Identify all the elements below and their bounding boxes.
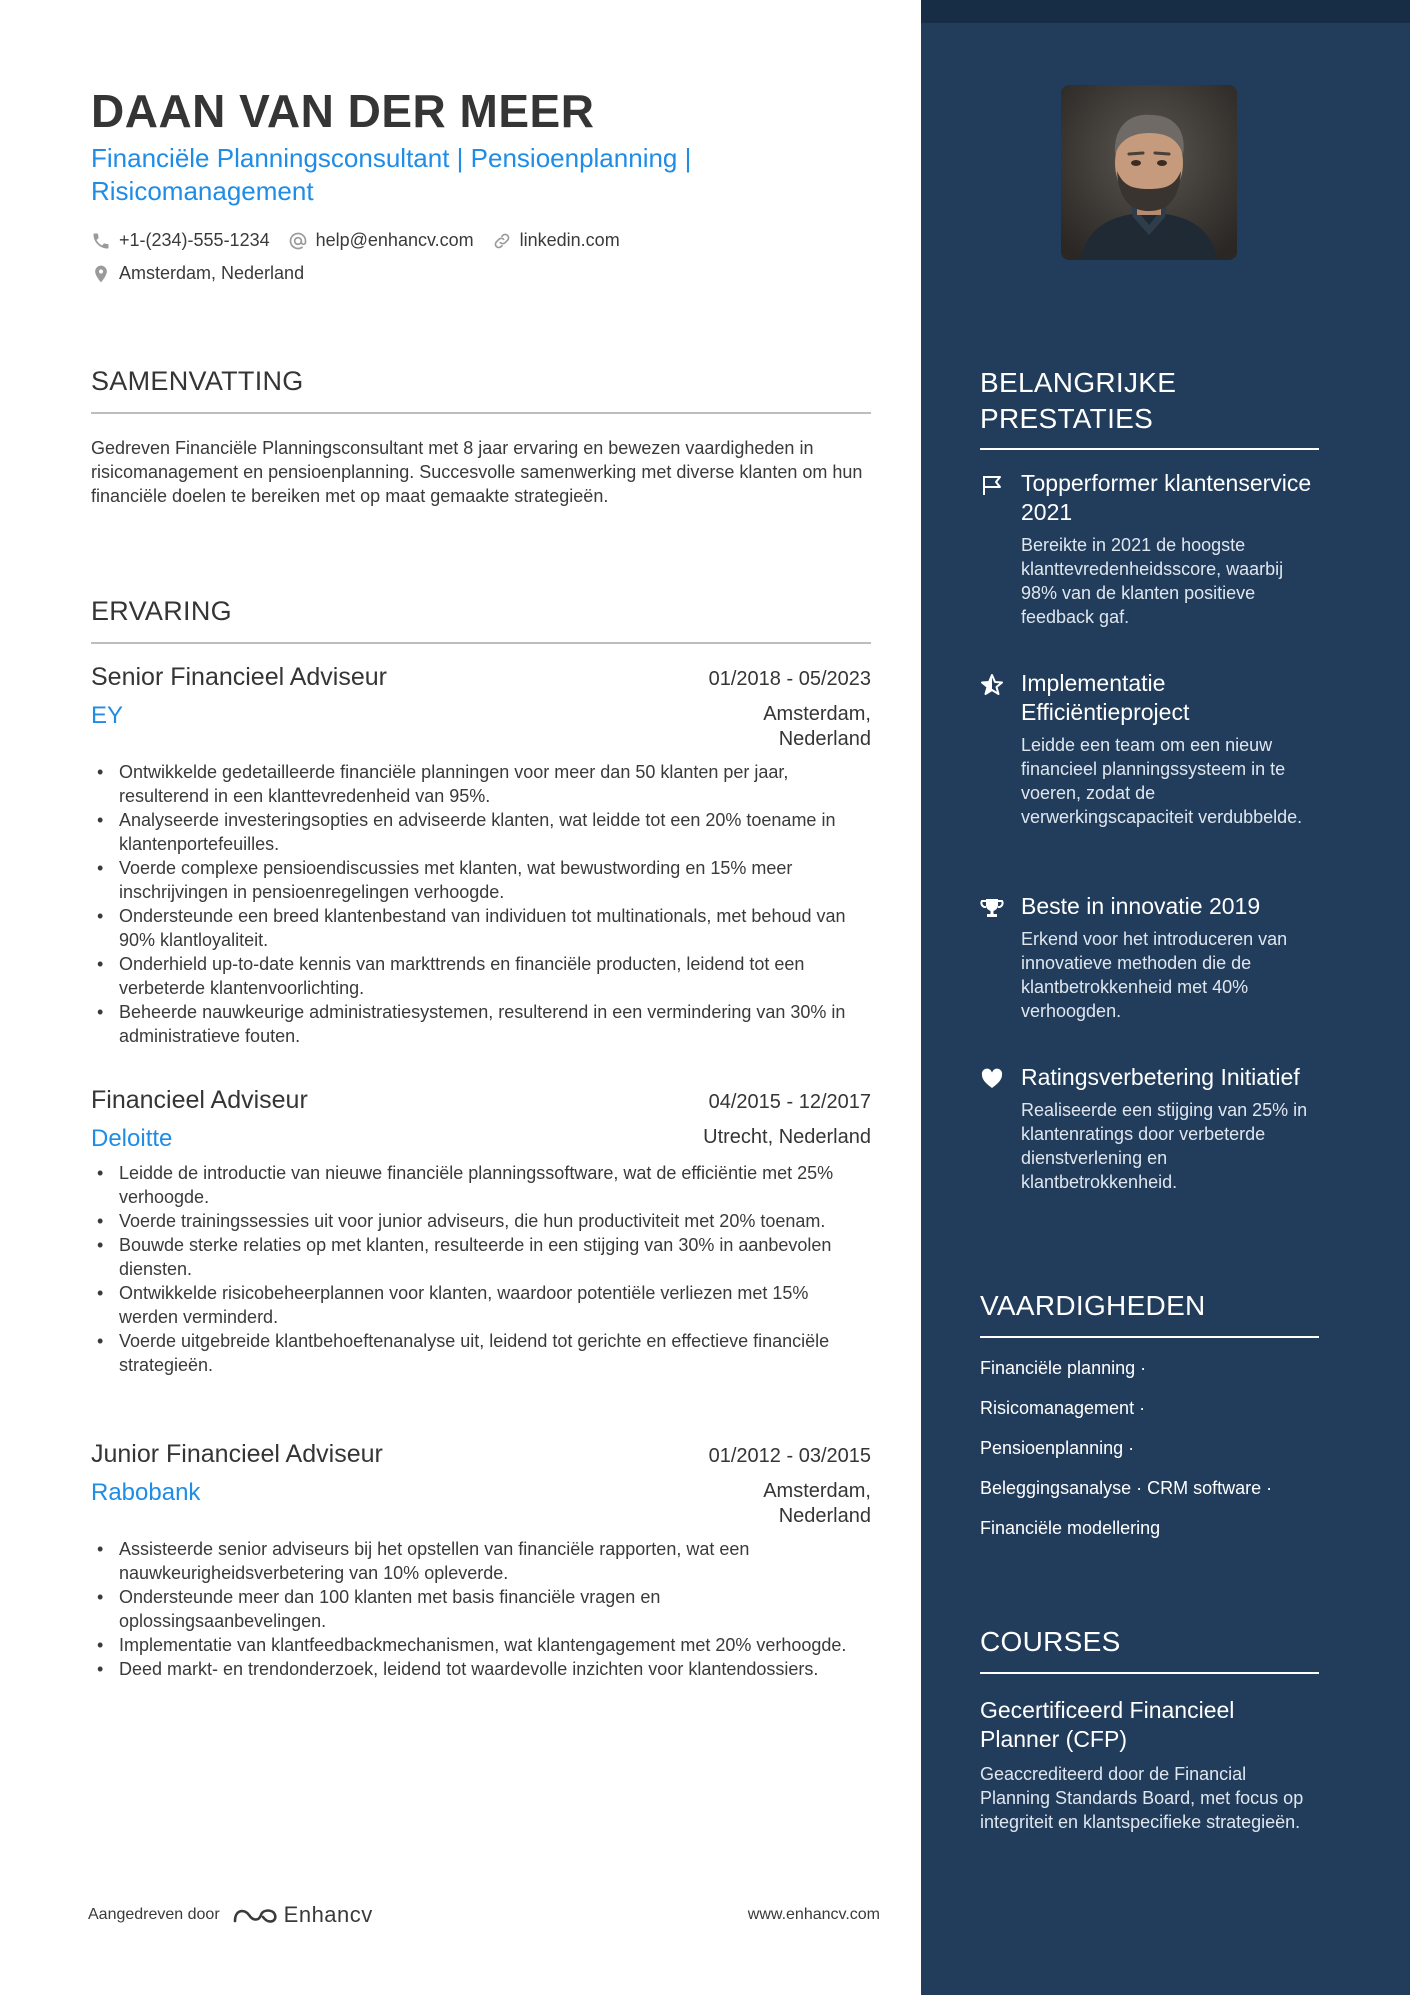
job-bullet: • Beheerde nauwkeurige administratiesystemen, resulterend in een vermindering van 30% in administratieve fouten. (91, 1000, 871, 1048)
job-location-line2: Nederland (778, 1505, 871, 1527)
job-bullets (91, 760, 871, 1048)
job-bullet: • Ontwikkelde risicobeheerplannen voor klanten, waardoor potentiële verliezen met 15% werden verminderd. (91, 1281, 871, 1329)
enhancv-logo-icon (232, 1903, 278, 1927)
courses-divider (980, 1672, 1319, 1674)
achievement-item (980, 892, 1320, 1023)
job-location: Utrecht, Nederland (703, 1126, 871, 1148)
job-role: Senior Financieel Adviseur (91, 663, 387, 691)
job-bullet: • Assisteerde senior adviseurs bij het opstellen van financiële rapporten, wat een nauwkeurigheidsverbetering van 10% opleverde. (91, 1537, 871, 1585)
job-role: Junior Financieel Adviseur (91, 1440, 383, 1468)
skill-line: Pensioenplanning · (980, 1438, 1135, 1458)
achievements-heading: BELANGRIJKE PRESTATIES (980, 367, 1177, 434)
trophy-icon (980, 896, 1004, 920)
achievements-divider (980, 448, 1319, 450)
sidebar-top-bar (921, 0, 1410, 23)
footer-site-link[interactable]: www.enhancv.com (747, 1906, 880, 1923)
contact-location (91, 263, 304, 284)
linkedin-text: linkedin.com (519, 230, 620, 250)
phone-icon (91, 231, 111, 251)
avatar (1061, 85, 1237, 260)
skills-divider (980, 1336, 1319, 1338)
job-bullet: • Voerde complexe pensioendiscussies met klanten, wat bewustwording en 15% meer inschrijvingen in pensioenregelingen verhoogde. (91, 856, 871, 904)
skill-line: Beleggingsanalyse · CRM software · (980, 1478, 1273, 1498)
job-dates: 04/2015 - 12/2017 (708, 1091, 871, 1113)
course-item (980, 1696, 1320, 1834)
star-icon (980, 673, 1004, 697)
job-bullet: • Leidde de introductie van nieuwe financiële planningssoftware, wat de efficiëntie met 25% verhoogde. (91, 1161, 871, 1209)
skill-line: Financiële planning · (980, 1358, 1147, 1378)
job-company: Deloitte (91, 1125, 173, 1152)
achievement-desc: Realiseerde een stijging van 25% in klantenratings door verbeterde dienstverlening en klantbetrokkenheid. (1021, 1100, 1308, 1192)
summary-text: Gedreven Financiële Planningsconsultant met 8 jaar ervaring en bewezen vaardigheden in risicomanagement en pensioenplanning. Succesvolle samenwerking met diverse klanten om hun financiële doelen te bereiken met op maat gemaakte strategieën. (91, 438, 863, 506)
job-location (763, 702, 871, 752)
location-text: Amsterdam, Nederland (119, 263, 305, 283)
summary-divider (91, 412, 871, 414)
achievement-item (980, 669, 1320, 829)
job-dates: 01/2012 - 03/2015 (708, 1445, 871, 1467)
sidebar (921, 0, 1410, 1995)
job-location (763, 1479, 871, 1529)
skills-heading: VAARDIGHEDEN (980, 1290, 1206, 1321)
job-bullets (91, 1161, 871, 1377)
email-text: help@enhancv.com (315, 230, 474, 250)
job-location-line2: Nederland (778, 728, 871, 750)
job-bullet: • Implementatie van klantfeedbackmechanismen, wat klantengagement met 20% verhoogde. (91, 1633, 871, 1657)
course-title: Gecertificeerd Financieel Planner (CFP) (980, 1697, 1235, 1752)
achievement-title: Ratingsverbetering Initiatief (1021, 1064, 1300, 1090)
job-entry (91, 1086, 871, 1377)
location-pin-icon (91, 264, 111, 284)
job-bullet: • Bouwde sterke relaties op met klanten, resulteerde in een stijging van 30% in aanbevolen diensten. (91, 1233, 871, 1281)
skill-line: Financiële modellering (980, 1518, 1161, 1538)
job-entry (91, 1440, 871, 1681)
contact-row (91, 230, 638, 251)
contact-phone[interactable] (91, 230, 270, 251)
job-company: Rabobank (91, 1479, 201, 1506)
job-bullet: • Voerde trainingssessies uit voor junior adviseurs, die hun productiviteit met 20% toenam. (91, 1209, 871, 1233)
candidate-name: DAAN VAN DER MEER (91, 85, 595, 137)
job-entry (91, 663, 871, 1048)
achievement-desc: Leidde een team om een nieuw financieel planningssysteem in te voeren, zodat de verwerkingscapaciteit verdubbelde. (1021, 735, 1303, 827)
footer (88, 1902, 880, 1928)
job-bullets (91, 1537, 871, 1681)
achievement-title: Topperformer klantenservice 2021 (1021, 470, 1312, 525)
phone-text: +1-(234)-555-1234 (119, 230, 270, 250)
job-role: Financieel Adviseur (91, 1086, 308, 1114)
experience-divider (91, 642, 871, 644)
job-bullet: • Ontwikkelde gedetailleerde financiële planningen voor meer dan 50 klanten per jaar, resulterend in een klanttevredenheid van 95%. (91, 760, 871, 808)
job-dates: 01/2018 - 05/2023 (708, 668, 871, 690)
heart-icon (980, 1067, 1004, 1091)
achievement-desc: Bereikte in 2021 de hoogste klanttevredenheidsscore, waarbij 98% van de klanten positieve feedback gaf. (1021, 535, 1284, 627)
contact-linkedin[interactable] (492, 230, 620, 251)
experience-heading: ERVARING (91, 596, 232, 626)
achievement-item (980, 469, 1320, 629)
powered-by-text: Aangedreven door (88, 1906, 220, 1923)
contact-email[interactable] (288, 230, 474, 251)
summary-heading: SAMENVATTING (91, 366, 304, 396)
link-icon (492, 231, 512, 251)
job-location-line1: Amsterdam, (763, 1480, 871, 1502)
job-bullet: • Onderhield up-to-date kennis van markttrends en financiële producten, leidend tot een verbeterde klantenvoorlichting. (91, 952, 871, 1000)
job-bullet: • Analyseerde investeringsopties en adviseerde klanten, wat leidde tot een 20% toename in klantenportefeuilles. (91, 808, 871, 856)
job-bullet: • Ondersteunde een breed klantenbestand van individuen tot multinationals, met behoud van 90% klantloyaliteit. (91, 904, 871, 952)
profile-photo (1061, 85, 1237, 260)
achievement-desc: Erkend voor het introduceren van innovatieve methoden die de klantbetrokkenheid met 40% verhoogden. (1021, 929, 1288, 1021)
job-bullet: • Voerde uitgebreide klantbehoeftenanalyse uit, leidend tot gerichte en effectieve financiële strategieën. (91, 1329, 871, 1377)
achievement-title: Implementatie Efficiëntieproject (1021, 670, 1190, 725)
at-icon (288, 231, 308, 251)
job-bullet: • Ondersteunde meer dan 100 klanten met basis financiële vragen en oplossingsaanbevelingen. (91, 1585, 871, 1633)
flag-icon (980, 473, 1004, 497)
job-bullet: • Deed markt- en trendonderzoek, leidend tot waardevolle inzichten voor klantendossiers. (91, 1657, 871, 1681)
brand-name: Enhancv (283, 1902, 373, 1927)
skills-list (980, 1356, 1325, 1556)
powered-by[interactable] (88, 1902, 373, 1928)
candidate-title: Financiële Planningsconsultant | Pensioenplanning | Risicomanagement (91, 143, 692, 206)
courses-heading: COURSES (980, 1626, 1121, 1657)
location-row (91, 263, 322, 284)
achievement-item (980, 1063, 1320, 1194)
job-location-line1: Amsterdam, (763, 703, 871, 725)
achievement-title: Beste in innovatie 2019 (1021, 893, 1261, 919)
job-company: EY (91, 702, 124, 729)
skill-line: Risicomanagement · (980, 1398, 1146, 1418)
course-desc: Geaccrediteerd door de Financial Planning Standards Board, met focus op integriteit en klantspecifieke strategieën. (980, 1764, 1304, 1832)
